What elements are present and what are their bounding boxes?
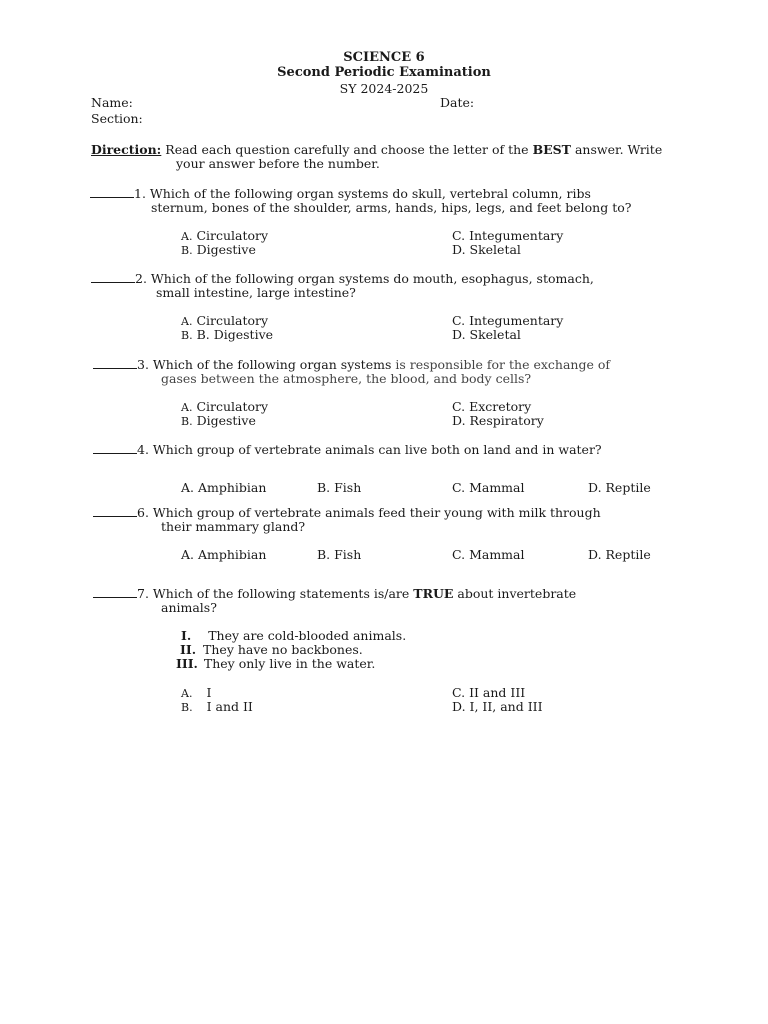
choice-c: C. Integumentary [452,313,564,328]
question-text-continued: about invertebrate [457,586,577,601]
choice-text: Excretory [469,399,532,414]
date-label: Date: [440,95,475,110]
question-4 [93,443,602,457]
choice-c: C. Mammal [452,480,525,495]
choice-text: Digestive [196,242,256,257]
school-year: SY 2024-2025 [339,81,429,96]
choice-text: Circulatory [196,313,269,328]
answer-blank-1[interactable] [90,187,134,198]
choice-letter: B. [181,415,193,428]
choice-b [181,328,273,343]
statement-2 [180,643,363,657]
question-text: Which of the following organ systems do skull, vertebral column, ribs [149,186,591,201]
direction-text-b: answer. Write [574,142,663,157]
question-text: Which of the following organ systems do mouth, esophagus, stomach, [150,271,594,286]
name-label: Name: [91,95,133,110]
choice-letter: A. [181,687,193,700]
direction-text-a: Read each question carefully and choose the letter of the [165,142,529,157]
question-1 [90,187,591,201]
answer-blank-4[interactable] [93,443,137,454]
answer-blank-2[interactable] [91,272,135,283]
exam-subtitle: Second Periodic Examination [277,65,491,80]
question-number: 2. [135,271,147,286]
answer-blank-6[interactable] [93,506,137,517]
choice-b: B. Fish [317,480,362,495]
choice-letter: B. [181,329,193,342]
choice-letter: A. [181,230,193,243]
choice-text: I [206,685,212,700]
statement-text: They are cold-blooded animals. [208,628,407,643]
direction-emphasis: BEST [532,142,571,157]
question-text-continued: is responsible for the exchange of [395,357,610,372]
choice-c: C. II and III [452,685,526,700]
question-number: 7. [137,586,149,601]
choice-letter: A. [181,401,193,414]
answer-blank-3[interactable] [93,358,137,369]
question-text-line-2: their mammary gland? [161,519,306,534]
direction-line [91,143,662,157]
question-6 [93,506,601,520]
choice-text: I and II [206,699,253,714]
statement-1 [181,629,406,643]
choice-d: D. Skeletal [452,327,521,342]
choice-b [181,414,256,429]
choice-text: Digestive [196,413,256,428]
choice-text: Circulatory [196,399,269,414]
statement-text: They have no backbones. [203,642,363,657]
choice-d: D. Skeletal [452,242,521,257]
section-label: Section: [91,111,143,126]
question-text-line-2: small intestine, large intestine? [156,285,356,300]
question-text-line-2: gases between the atmosphere, the blood, and body cells? [161,371,532,386]
direction-label: Direction: [91,142,162,157]
roman-numeral: II. [180,642,197,657]
choice-b [181,700,253,715]
roman-numeral: I. [181,628,192,643]
choice-letter: C. [452,399,466,414]
question-number: 6. [137,505,149,520]
choice-letter: B. [181,244,193,257]
choice-b: B. Fish [317,547,362,562]
choice-text: Circulatory [196,228,269,243]
question-text: Which group of vertebrate animals can live both on land and in water? [152,442,602,457]
question-text: Which group of vertebrate animals feed their young with milk through [152,505,601,520]
choice-c: C. Integumentary [452,228,564,243]
choice-letter: B. [181,701,193,714]
choice-a: A. Amphibian [181,547,267,562]
question-number: 1. [134,186,146,201]
question-7 [93,587,576,601]
question-emphasis: TRUE [413,586,454,601]
exam-title: SCIENCE 6 [343,50,425,65]
question-2 [91,272,594,286]
question-number: 4. [137,442,149,457]
statement-text: They only live in the water. [203,656,376,671]
choice-letter: A. [181,315,193,328]
choice-d: D. I, II, and III [452,699,543,714]
question-text-line-2: animals? [161,600,217,615]
answer-blank-7[interactable] [93,587,137,598]
choice-b [181,243,256,258]
question-number: 3. [137,357,149,372]
choice-a: A. Amphibian [181,480,267,495]
choice-d: D. Reptile [588,547,651,562]
direction-line-2: your answer before the number. [176,156,380,171]
choice-d: D. Reptile [588,480,651,495]
choice-c: C. Mammal [452,547,525,562]
question-text: Which of the following organ systems [152,357,392,372]
choice-c [452,400,531,414]
question-text-line-2: sternum, bones of the shoulder, arms, hands, hips, legs, and feet belong to? [151,200,632,215]
roman-numeral: III. [176,656,198,671]
choice-d: D. Respiratory [452,413,544,428]
choice-text: B. Digestive [196,327,274,342]
question-text: Which of the following statements is/are [152,586,410,601]
statement-3 [176,657,375,671]
question-3 [93,358,610,372]
